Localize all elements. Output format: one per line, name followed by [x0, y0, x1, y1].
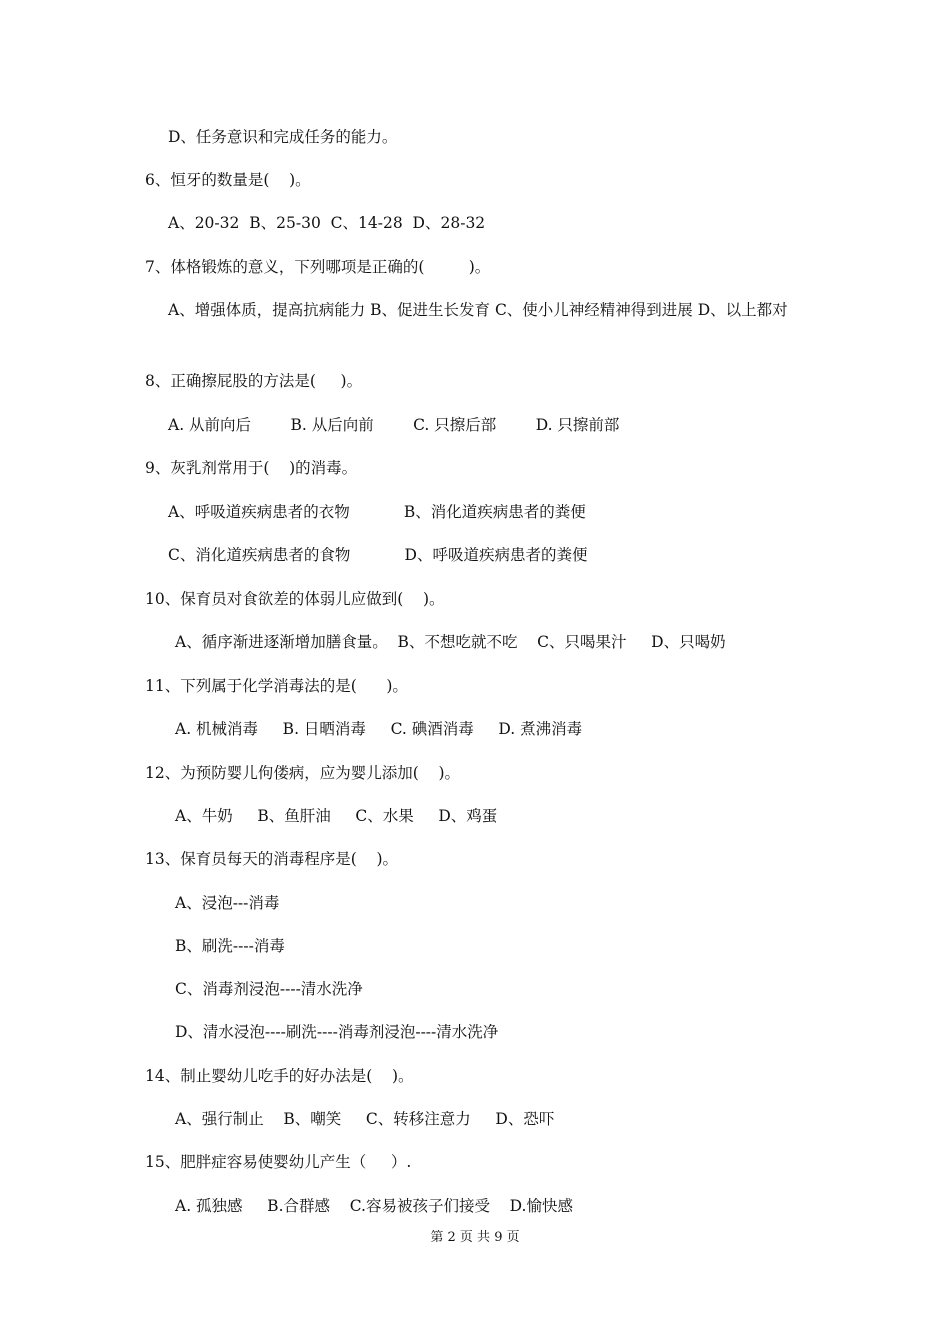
option-line: C、消化道疾病患者的食物 D、呼吸道疾病患者的粪便 [168, 546, 588, 564]
question-line: 12、为预防婴儿佝偻病，应为婴儿添加( )。 [145, 764, 461, 782]
option-line: A. 孤独感 B.合群感 C.容易被孩子们接受 D.愉快感 [175, 1197, 573, 1215]
page-footer: 第 2 页 共 9 页 [430, 1230, 520, 1245]
option-line: A、呼吸道疾病患者的衣物 B、消化道疾病患者的粪便 [168, 503, 586, 521]
option-line: A、强行制止 B、嘲笑 C、转移注意力 D、恐吓 [175, 1110, 555, 1128]
option-line: B、刷洗----消毒 [175, 937, 285, 955]
option-line: A. 机械消毒 B. 日晒消毒 C. 碘酒消毒 D. 煮沸消毒 [175, 720, 583, 738]
option-line: D、清水浸泡----刷洗----消毒剂浸泡----清水洗净 [175, 1023, 499, 1041]
question-line: 14、制止婴幼儿吃手的好办法是( )。 [145, 1067, 414, 1085]
option-line: A、20-32 B、25-30 C、14-28 D、28-32 [168, 214, 486, 232]
option-line: A、循序渐进逐渐增加膳食量。 B、不想吃就不吃 C、只喝果汁 D、只喝奶 [175, 633, 726, 651]
question-line: 11、下列属于化学消毒法的是( )。 [145, 677, 408, 695]
question-line: 9、灰乳剂常用于( )的消毒。 [145, 459, 358, 477]
option-line: A、浸泡---消毒 [175, 894, 280, 912]
question-line: 7、体格锻炼的意义，下列哪项是正确的( )。 [145, 258, 491, 276]
option-line: A. 从前向后 B. 从后向前 C. 只擦后部 D. 只擦前部 [168, 416, 620, 434]
option-line: C、消毒剂浸泡----清水洗净 [175, 980, 363, 998]
question-line: 13、保育员每天的消毒程序是( )。 [145, 850, 399, 868]
option-line: A、牛奶 B、鱼肝油 C、水果 D、鸡蛋 [175, 807, 498, 825]
question-line: 15、肥胖症容易使婴幼儿产生（ ）. [145, 1153, 412, 1171]
question-line: 6、恒牙的数量是( )。 [145, 171, 311, 189]
question-line: 8、正确擦屁股的方法是( )。 [145, 372, 363, 390]
option-line: A、增强体质，提高抗病能力 B、促进生长发育 C、使小儿神经精神得到进展 D、以上都对 [168, 301, 788, 319]
question-line: 10、保育员对食欲差的体弱儿应做到( )。 [145, 590, 445, 608]
option-line: D、任务意识和完成任务的能力。 [168, 128, 398, 146]
